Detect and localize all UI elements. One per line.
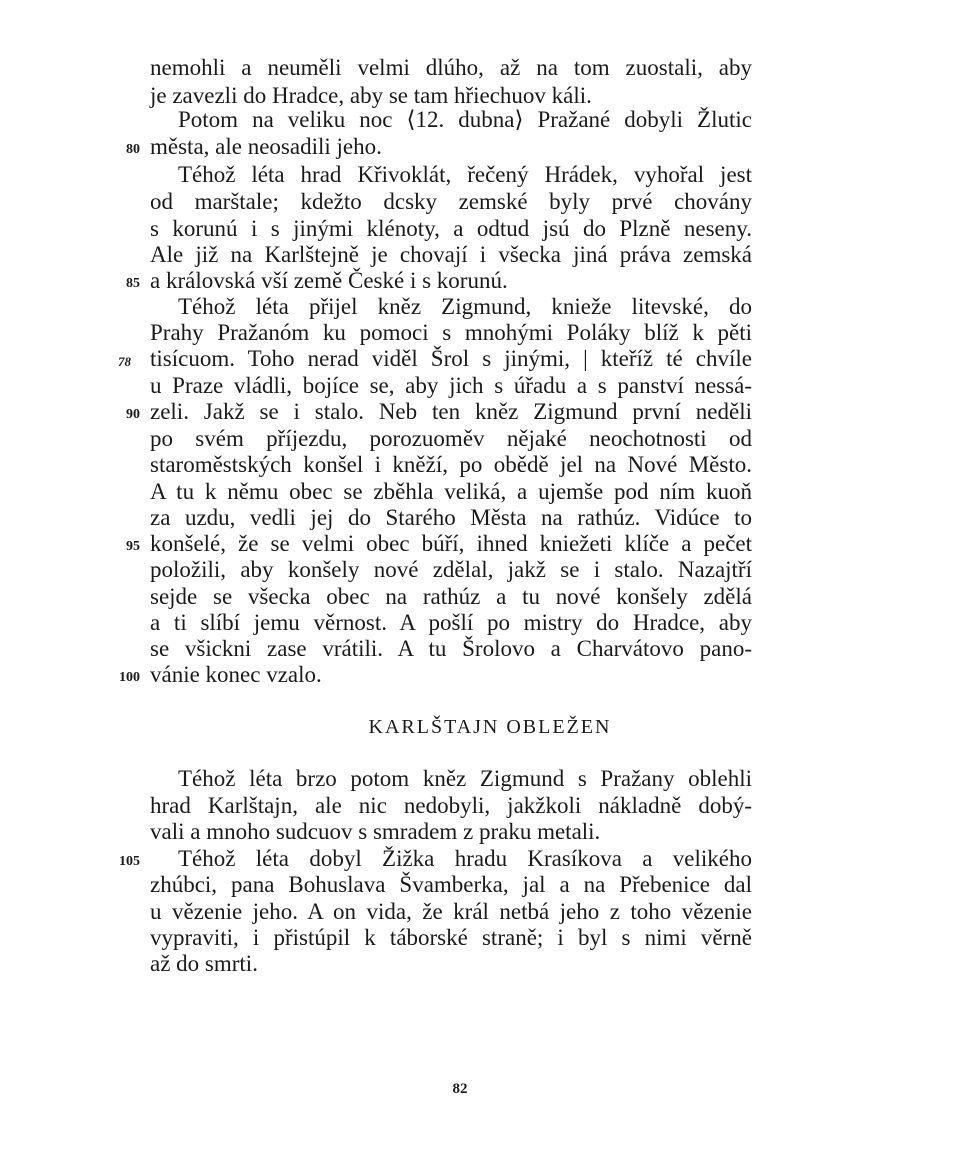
- text-line: až do smrti.: [150, 951, 258, 976]
- text-line: Téhož léta brzo potom kněz Zigmund s Pražany oblehli: [178, 766, 752, 791]
- text-line: tisícuom. Toho nerad viděl Šrol s jinými, | kteříž té chvíle: [150, 346, 752, 371]
- line-number: 80: [126, 142, 140, 157]
- text-line: vánie konec vzalo.: [150, 662, 322, 687]
- text-line: s korunú i s jinými klénoty, a odtud jsú do Plzně neseny.: [150, 216, 752, 241]
- text-line: za uzdu, vedli jej do Starého Města na rathúz. Vidúce to: [150, 505, 752, 530]
- text-line: u Praze vládli, bojíce se, aby jich s úřadu a s panství nessá-: [150, 373, 752, 398]
- text-line: se všickni zase vrátili. A tu Šrolovo a Charvátovo pano-: [150, 636, 752, 661]
- text-line: sejde se všecka obec na rathúz a tu nové konšely zdělá: [150, 584, 752, 609]
- line-number: 90: [126, 407, 140, 422]
- text-line: Potom na veliku noc ⟨12. dubna⟩ Pražané dobyli Žlutic: [178, 107, 752, 132]
- line-number: 100: [119, 670, 140, 685]
- text-line: a ti slíbí jemu věrnost. A pošlí po mistry do Hradce, aby: [150, 610, 752, 635]
- text-line: položili, aby konšely nové zdělal, jakž se i stalo. Nazajtří: [150, 557, 752, 582]
- text-line: vali a mnoho sudcuov s smradem z praku metali.: [150, 819, 601, 844]
- text-line: Ale již na Karlštejně je chovají i všecka jiná práva zemská: [150, 242, 752, 267]
- text-line: nemohli a neuměli velmi dlúho, až na tom zuostali, aby: [150, 55, 752, 80]
- page-number: 82: [452, 1081, 468, 1097]
- text-line: a královská vší země České i s korunú.: [150, 268, 508, 293]
- text-line: Téhož léta dobyl Žižka hradu Krasíkova a velikého: [178, 846, 752, 871]
- line-number: 95: [126, 539, 140, 554]
- text-line: staroměstských konšel i kněží, po obědě jel na Nové Město.: [150, 452, 752, 477]
- text-line: vypraviti, i přistúpil k táborské straně; i byl s nimi věrně: [150, 925, 752, 950]
- line-number: 85: [126, 276, 140, 291]
- text-line: zhúbci, pana Bohuslava Švamberka, jal a na Přebenice dal: [150, 872, 752, 897]
- text-line: po svém příjezdu, porozuoměv nějaké neochotnosti od: [150, 426, 752, 451]
- text-line: Prahy Pražanóm ku pomoci s mnohými Poláky blíž k pěti: [150, 320, 752, 345]
- margin-page-reference: 78: [118, 354, 131, 369]
- text-line: zeli. Jakž se i stalo. Neb ten kněz Zigmund první neděli: [150, 399, 752, 424]
- text-line: konšelé, že se velmi obec búří, ihned kniežeti klíče a pečet: [150, 531, 752, 556]
- text-line: Téhož léta přijel kněz Zigmund, knieže litevské, do: [178, 294, 752, 319]
- text-line: u vězenie jeho. A on vida, že král netbá jeho z toho vězenie: [150, 899, 752, 924]
- line-number: 105: [119, 854, 140, 869]
- section-heading: KARLŠTAJN OBLEŽEN: [368, 716, 612, 738]
- text-line: od marštale; kdežto dcsky zemské byly prvé chovány: [150, 189, 752, 214]
- text-line: A tu k němu obec se zběhla veliká, a ujemše pod ním kuoň: [150, 479, 752, 504]
- text-line: je zavezli do Hradce, aby se tam hřiechuov káli.: [150, 83, 592, 108]
- text-line: hrad Karlštajn, ale nic nedobyli, jakžkoli nákladně dobý-: [150, 793, 752, 818]
- text-line: města, ale neosadili jeho.: [150, 134, 382, 159]
- text-line: Téhož léta hrad Křivoklát, řečený Hrádek, vyhořal jest: [178, 162, 752, 187]
